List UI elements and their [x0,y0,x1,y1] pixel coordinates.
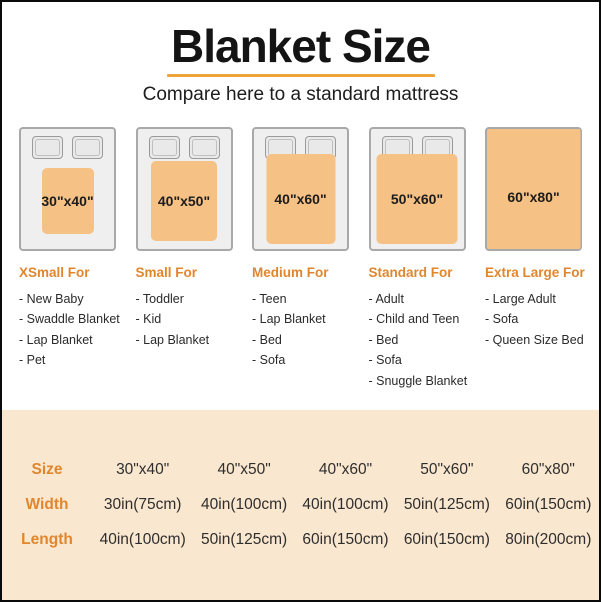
table-cell-width: 30in(75cm) [103,495,182,513]
use-item: - Queen Size Bed [485,332,584,347]
category-lists-row [2,265,599,392]
blanket-size-label: 40"x60" [274,190,327,207]
category-column-xsmall [19,264,120,392]
bed-diagram-extra-large [485,127,582,251]
use-item: - Kid [135,312,162,327]
title-underline [167,74,435,77]
page-title: Blanket Size [171,20,430,72]
pillow-icon [149,136,180,159]
table-cell-size: 30"x40" [116,460,170,478]
table-row-label-width: Width [25,495,69,513]
use-list [252,289,349,371]
header [2,2,599,106]
blanket-overlay [487,129,580,249]
bed-diagram-medium [252,127,349,251]
use-item: - Child and Teen [368,312,460,327]
use-item: - Lap Blanket [19,332,93,347]
bed-diagram-standard [369,127,466,251]
page-subtitle: Compare here to a standard mattress [142,83,459,105]
use-item: - Lap Blanket [252,312,326,327]
category-column-medium [252,265,349,392]
use-item: - Bed [252,332,282,347]
table-cell-width: 40in(100cm) [201,495,288,513]
use-item: - Sofa [368,353,402,368]
bed-diagrams-row [2,127,599,251]
use-item: - Pet [19,353,46,368]
category-column-extra-large [485,264,585,392]
pillow-icon [189,136,220,159]
table-row-label-size: Size [31,460,63,478]
use-item: - Teen [252,291,287,306]
use-list [19,289,120,371]
table-cell-length: 60in(150cm) [302,530,389,548]
use-item: - Swaddle Blanket [19,312,120,327]
category-heading: Small For [135,264,198,280]
table-cell-width: 40in(100cm) [302,495,389,513]
category-heading: XSmall For [19,264,90,280]
use-item: - Lap Blanket [135,332,210,347]
category-heading: Standard For [368,264,453,280]
table-cell-size: 50"x60" [420,460,474,478]
pillows [21,136,114,159]
blanket-overlay [266,154,335,244]
table-cell-size: 40"x60" [318,460,373,478]
blanket-size-label: 30"x40" [41,192,94,209]
table-cell-width: 50in(125cm) [403,495,490,513]
blanket-size-label: 50"x60" [390,190,444,207]
use-item: - Sofa [252,353,286,368]
use-item: - New Baby [19,291,84,306]
pillow-icon [72,136,103,159]
use-item: - Large Adult [485,291,556,306]
table-row-label-length: Length [21,530,73,548]
category-heading: Medium For [252,264,329,280]
dimensions-table [2,410,599,600]
table-cell-length: 50in(125cm) [201,530,288,548]
use-item: - Snuggle Blanket [368,373,468,388]
use-item: - Toddler [135,291,184,306]
use-item: - Sofa [485,312,519,327]
table-cell-length: 80in(200cm) [505,530,592,548]
bed-diagram-small [136,127,233,251]
table-cell-size: 40"x50" [217,460,271,478]
blanket-size-label: 60"x80" [507,188,560,205]
blanket-overlay [42,168,94,234]
blanket-overlay [377,154,458,244]
pillow-icon [32,136,63,159]
use-list [485,289,582,351]
blanket-size-label: 40"x50" [157,192,211,209]
category-heading: Extra Large For [485,264,585,280]
table-cell-length: 40in(100cm) [99,530,186,548]
pillows [138,136,231,159]
category-column-small [136,265,233,392]
category-column-standard [369,265,466,392]
table-cell-length: 60in(150cm) [403,530,490,548]
table-cell-width: 60in(150cm) [505,495,592,513]
bed-diagram-xsmall [19,127,116,251]
blanket-overlay [151,161,217,241]
use-list [136,289,233,351]
use-item: - Adult [368,291,404,306]
use-list [369,289,466,392]
use-item: - Bed [368,332,399,347]
table-cell-size: 60"x80" [521,460,575,478]
